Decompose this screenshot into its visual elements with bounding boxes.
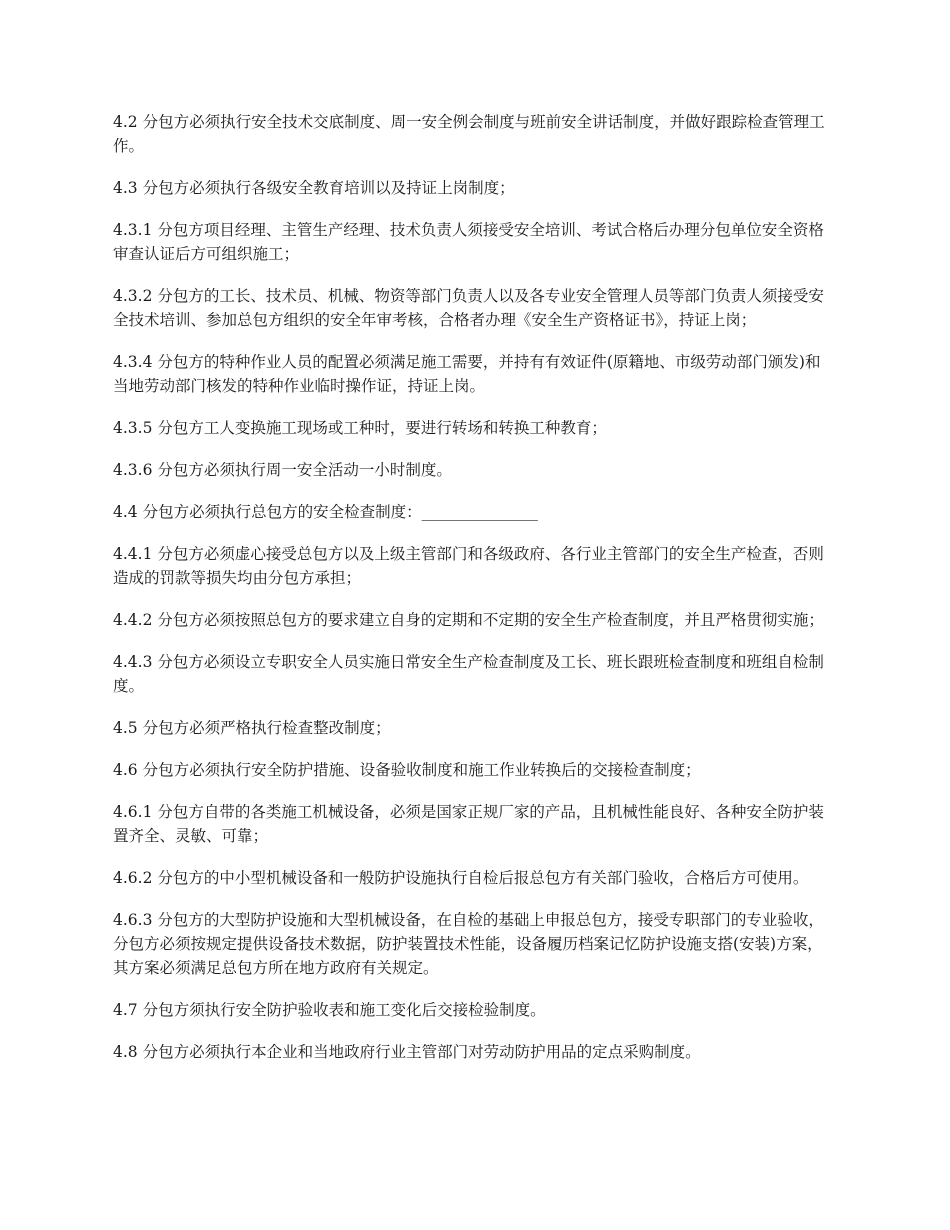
paragraph-4-4-1: 4.4.1 分包方必须虚心接受总包方以及上级主管部门和各级政府、各行业主管部门的安全生产检查，否则造成的罚款等损失均由分包方承担；: [113, 545, 824, 587]
paragraph-4-5: 4.5 分包方必须严格执行检查整改制度；: [113, 719, 391, 737]
paragraph-4-3-4: 4.3.4 分包方的特种作业人员的配置必须满足施工需要，并持有有效证件(原籍地、市级劳动部门颁发)和当地劳动部门核发的特种作业临时操作证，持证上岗。: [113, 353, 821, 395]
paragraph-4-6-3: 4.6.3 分包方的大型防护设施和大型机械设备，在自检的基础上申报总包方，接受专职部门的专业验收，分包方必须按规定提供设备技术数据，防护装置技术性能，设备履历档案记忆防护设施支搭(安装)方案，其方案必须满足总包方所在地方政府有关规定。: [113, 911, 824, 977]
paragraph-4-4: 4.4 分包方必须执行总包方的安全检查制度：_______________: [113, 503, 538, 521]
paragraph-4-6-1: 4.6.1 分包方自带的各类施工机械设备，必须是国家正规厂家的产品，且机械性能良好、各种安全防护装置齐全、灵敏、可靠；: [113, 803, 824, 845]
paragraph-4-3-2: 4.3.2 分包方的工长、技术员、机械、物资等部门负责人以及各专业安全管理人员等部门负责人须接受安全技术培训、参加总包方组织的安全年审考核，合格者办理《安全生产资格证书》，持证上岗；: [113, 287, 824, 329]
paragraph-4-7: 4.7 分包方须执行安全防护验收表和施工变化后交接检验制度。: [113, 1001, 546, 1019]
paragraph-4-3-5: 4.3.5 分包方工人变换施工现场或工种时，要进行转场和转换工种教育；: [113, 419, 607, 437]
paragraph-4-3-1: 4.3.1 分包方项目经理、主管生产经理、技术负责人须接受安全培训、考试合格后办理分包单位安全资格审查认证后方可组织施工；: [113, 221, 824, 263]
paragraph-4-6: 4.6 分包方必须执行安全防护措施、设备验收制度和施工作业转换后的交接检查制度；: [113, 761, 701, 779]
paragraph-4-3: 4.3 分包方必须执行各级安全教育培训以及持证上岗制度；: [113, 179, 515, 197]
paragraph-4-3-6: 4.3.6 分包方必须执行周一安全活动一小时制度。: [113, 461, 452, 479]
paragraph-4-6-2: 4.6.2 分包方的中小型机械设备和一般防护设施执行自检后报总包方有关部门验收，合格后方可使用。: [113, 869, 809, 887]
paragraph-4-4-3: 4.4.3 分包方必须设立专职安全人员实施日常安全生产检查制度及工长、班长跟班检查制度和班组自检制度。: [113, 653, 824, 695]
paragraph-4-2: 4.2 分包方必须执行安全技术交底制度、周一安全例会制度与班前安全讲话制度，并做好跟踪检查管理工作。: [113, 113, 825, 155]
paragraph-4-4-2: 4.4.2 分包方必须按照总包方的要求建立自身的定期和不定期的安全生产检查制度，并且严格贯彻实施；: [113, 611, 824, 629]
paragraph-4-8: 4.8 分包方必须执行本企业和当地政府行业主管部门对劳动防护用品的定点采购制度。: [113, 1043, 701, 1061]
